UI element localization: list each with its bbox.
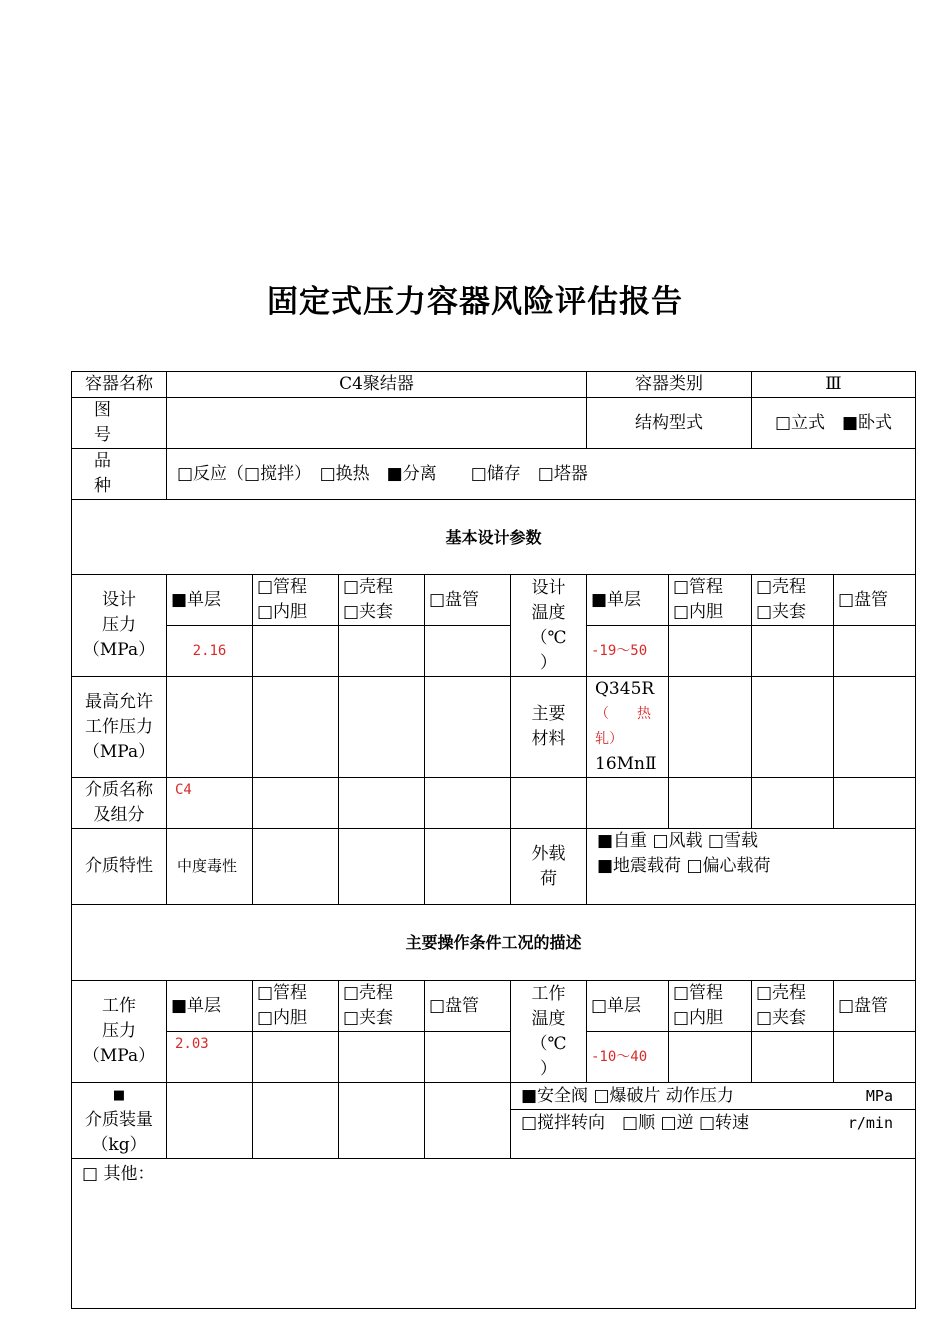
container-category-value: Ⅲ — [752, 372, 916, 398]
work-pressure-value: 2.03 — [167, 1032, 253, 1083]
material-grade-1: Q345R — [595, 679, 655, 699]
material-grade-2: 16MnⅡ — [595, 754, 657, 774]
work-temp-single: □单层 — [587, 981, 669, 1032]
work-pressure-coil: □盘管 — [425, 981, 511, 1032]
operation-section-title: 主要操作条件工况的描述 — [72, 905, 916, 981]
work-temp-tube: □管程 □内胆 — [669, 981, 752, 1032]
external-load-label: 外载 荷 — [511, 829, 587, 905]
drawing-number-label: 图 号 — [72, 398, 167, 449]
variety-label: 品 种 — [72, 449, 167, 500]
medium-name-label: 介质名称 及组分 — [72, 778, 167, 829]
other-notes: □ 其他： — [72, 1159, 916, 1309]
container-name-value: C4聚结器 — [167, 372, 587, 398]
structure-type-options: □立式 ■卧式 — [752, 398, 916, 449]
structure-type-label: 结构型式 — [587, 398, 752, 449]
external-load-line-2: ■地震载荷 □偏心载荷 — [597, 856, 771, 876]
design-pressure-label: 设计 压力 （MPa） — [72, 575, 167, 677]
design-temp-label: 设计 温度 （℃ ） — [511, 575, 587, 677]
design-temp-shell: □壳程 □夹套 — [752, 575, 834, 626]
design-temp-single: ■单层 — [587, 575, 669, 626]
medium-name-value: C4 — [167, 778, 253, 829]
material-note-1: （ 热 — [595, 706, 651, 722]
stirring-speed-unit: r/min — [847, 1113, 893, 1132]
work-pressure-shell: □壳程 □夹套 — [339, 981, 425, 1032]
material-note-2: 轧） — [595, 731, 623, 747]
design-temp-coil: □盘管 — [834, 575, 916, 626]
drawing-number-value — [167, 398, 587, 449]
design-pressure-shell: □壳程 □夹套 — [339, 575, 425, 626]
design-pressure-coil: □盘管 — [425, 575, 511, 626]
work-pressure-label: 工作 压力 （MPa） — [72, 981, 167, 1083]
medium-property-label: 介质特性 — [72, 829, 167, 905]
work-temp-label: 工作 温度 （℃ ） — [511, 981, 587, 1083]
report-title: 固定式压力容器风险评估报告 — [267, 284, 683, 320]
max-pressure-label: 最高允许 工作压力 （MPa） — [72, 677, 167, 778]
safety-device-row — [511, 1084, 915, 1109]
work-temp-value: -10～40 — [587, 1032, 669, 1083]
work-temp-coil: □盘管 — [834, 981, 916, 1032]
design-section-title: 基本设计参数 — [72, 500, 916, 575]
variety-options: □反应（□搅拌） □换热 ■分离 □储存 □塔器 — [167, 449, 916, 500]
design-temp-tube: □管程 □内胆 — [669, 575, 752, 626]
work-temp-shell: □壳程 □夹套 — [752, 981, 834, 1032]
medium-fill-mark: ■ — [112, 1088, 126, 1103]
design-pressure-single: ■单层 — [167, 575, 253, 626]
container-name-label: 容器名称 — [72, 372, 167, 398]
work-pressure-tube: □管程 □内胆 — [253, 981, 339, 1032]
material-label: 主要 材料 — [511, 677, 587, 778]
stirring-options: □搅拌转向 □顺 □逆 □转速 — [521, 1112, 750, 1133]
external-load-line-1: ■自重 □风载 □雪载 — [597, 831, 758, 851]
container-category-label: 容器类别 — [587, 372, 752, 398]
work-pressure-single: ■单层 — [167, 981, 253, 1032]
report-form-table — [71, 371, 916, 1309]
medium-property-value: 中度毒性 — [167, 829, 253, 905]
medium-fill-label: 介质装量 （kg） — [85, 1110, 153, 1155]
safety-device-options: ■安全阀 □爆破片 动作压力 — [521, 1085, 734, 1106]
design-temp-value: -19～50 — [587, 626, 669, 677]
stirring-row — [511, 1110, 915, 1158]
design-pressure-value: 2.16 — [167, 626, 253, 677]
design-pressure-tube: □管程 □内胆 — [253, 575, 339, 626]
safety-pressure-unit: MPa — [865, 1086, 893, 1105]
